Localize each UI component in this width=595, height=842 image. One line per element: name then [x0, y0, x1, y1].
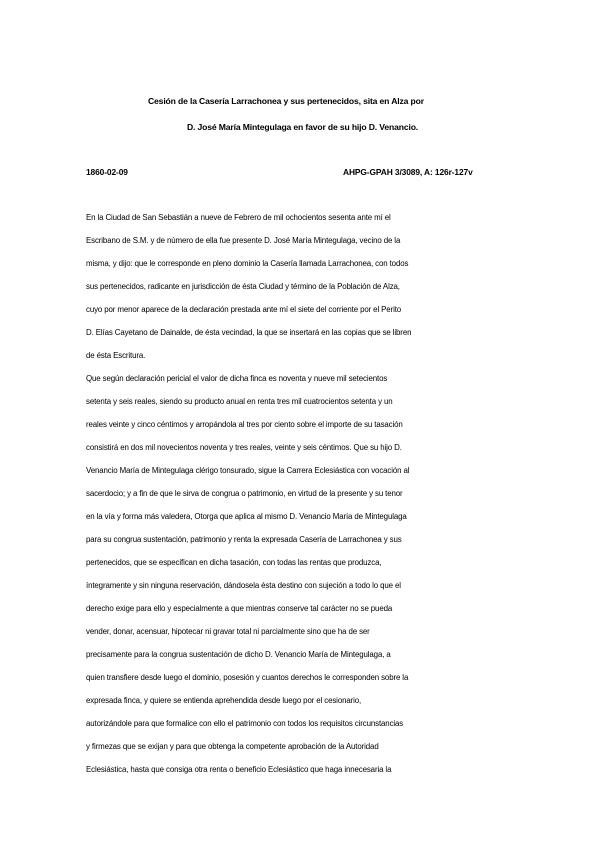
body-line: y firmezas que se exijan y para que obtenga la competente aprobación de la Autoridad: [86, 742, 379, 751]
body-line: precisamente para la congrua sustentación de dicho D. Venancio María de Mintegulaga, a: [86, 650, 391, 659]
body-line: expresada finca, y quiere se entienda aprehendida desde luego por el cesionario,: [86, 696, 362, 705]
body-line: íntegramente y sin ninguna reservación, dándosela ésta destino con sujeción a todo lo que el: [86, 581, 401, 590]
document-title-line-2: D. José María Mintegulaga en favor de su hijo D. Venancio.: [187, 122, 419, 132]
body-line: pertenecidos, que se especifican en dicha tasación, con todas las rentas que produzca,: [86, 558, 382, 567]
body-line: sus pertenecidos, radicante en jurisdicción de ésta Ciudad y término de la Población de Alza,: [86, 282, 400, 291]
body-line: vender, donar, acensuar, hipotecar ni gravar total ni parcialmente sino que ha de ser: [86, 627, 370, 636]
body-line: quien transfiere desde luego el dominio, posesión y cuantos derechos le corresponden sobre la: [86, 673, 409, 682]
body-line: reales veinte y cinco céntimos y arropándola al tres por ciento sobre el importe de su tasación: [86, 420, 403, 429]
body-line: cuyo por menor aparece de la declaración prestada ante mí el siete del corriente por el Perito: [86, 305, 402, 314]
body-line: Venancio María de Mintegulaga clérigo tonsurado, sigue la Carrera Eclesiástica con vocación al: [86, 466, 410, 475]
body-line: en la vía y forma más valedera, Otorga que aplica al mismo D. Venancio María de Mintegulaga: [86, 512, 407, 521]
body-line: Eclesiástica, hasta que consiga otra renta o beneficio Eclesiástico que haga innecesaria la: [86, 765, 392, 774]
body-line: autorizándole para que formalice con ello el patrimonio con todos los requisitos circunstancias: [86, 719, 404, 728]
body-line: misma, y dijo: que le corresponde en pleno dominio la Casería llamada Larrachonea, con todos: [86, 259, 409, 268]
document-body: [86, 212, 516, 787]
body-line: D. Elías Cayetano de Dainalde, de ésta vecindad, la que se insertará en las copias que se libren: [86, 328, 412, 337]
body-line: En la Ciudad de San Sebastián a nueve de Febrero de mil ochocientos sesenta ante mí el: [86, 213, 391, 222]
body-line: para su congrua sustentación, patrimonio y renta la expresada Casería de Larrachonea y sus: [86, 535, 402, 544]
body-line: Escribano de S.M. y de número de ella fue presente D. José María Mintegulaga, vecino de la: [86, 236, 401, 245]
body-line: setenta y seis reales, siendo su producto anual en renta tres mil cuatrocientos setenta y un: [86, 397, 393, 406]
body-line: consistirá en dos mil novecientos noventa y tres reales, veinte y seis céntimos. Que su hijo D.: [86, 443, 402, 452]
body-line: de ésta Escritura.: [86, 351, 146, 360]
body-line: sacerdocio; y a fin de que le sirva de congrua o patrimonio, en virtud de la presente y su tenor: [86, 489, 403, 498]
body-line: Que según declaración pericial el valor de dicha finca es noventa y nueve mil setecientos: [86, 374, 388, 383]
document-title-line-1: Cesión de la Casería Larrachonea y sus pertenecidos, sita en Alza por: [148, 96, 424, 106]
body-line: derecho exige para ello y especialmente a que mientras conserve tal carácter no se pueda: [86, 604, 393, 613]
document-date: 1860-02-09: [86, 167, 128, 177]
archive-reference: AHPG-GPAH 3/3089, A: 126r-127v: [343, 167, 473, 177]
